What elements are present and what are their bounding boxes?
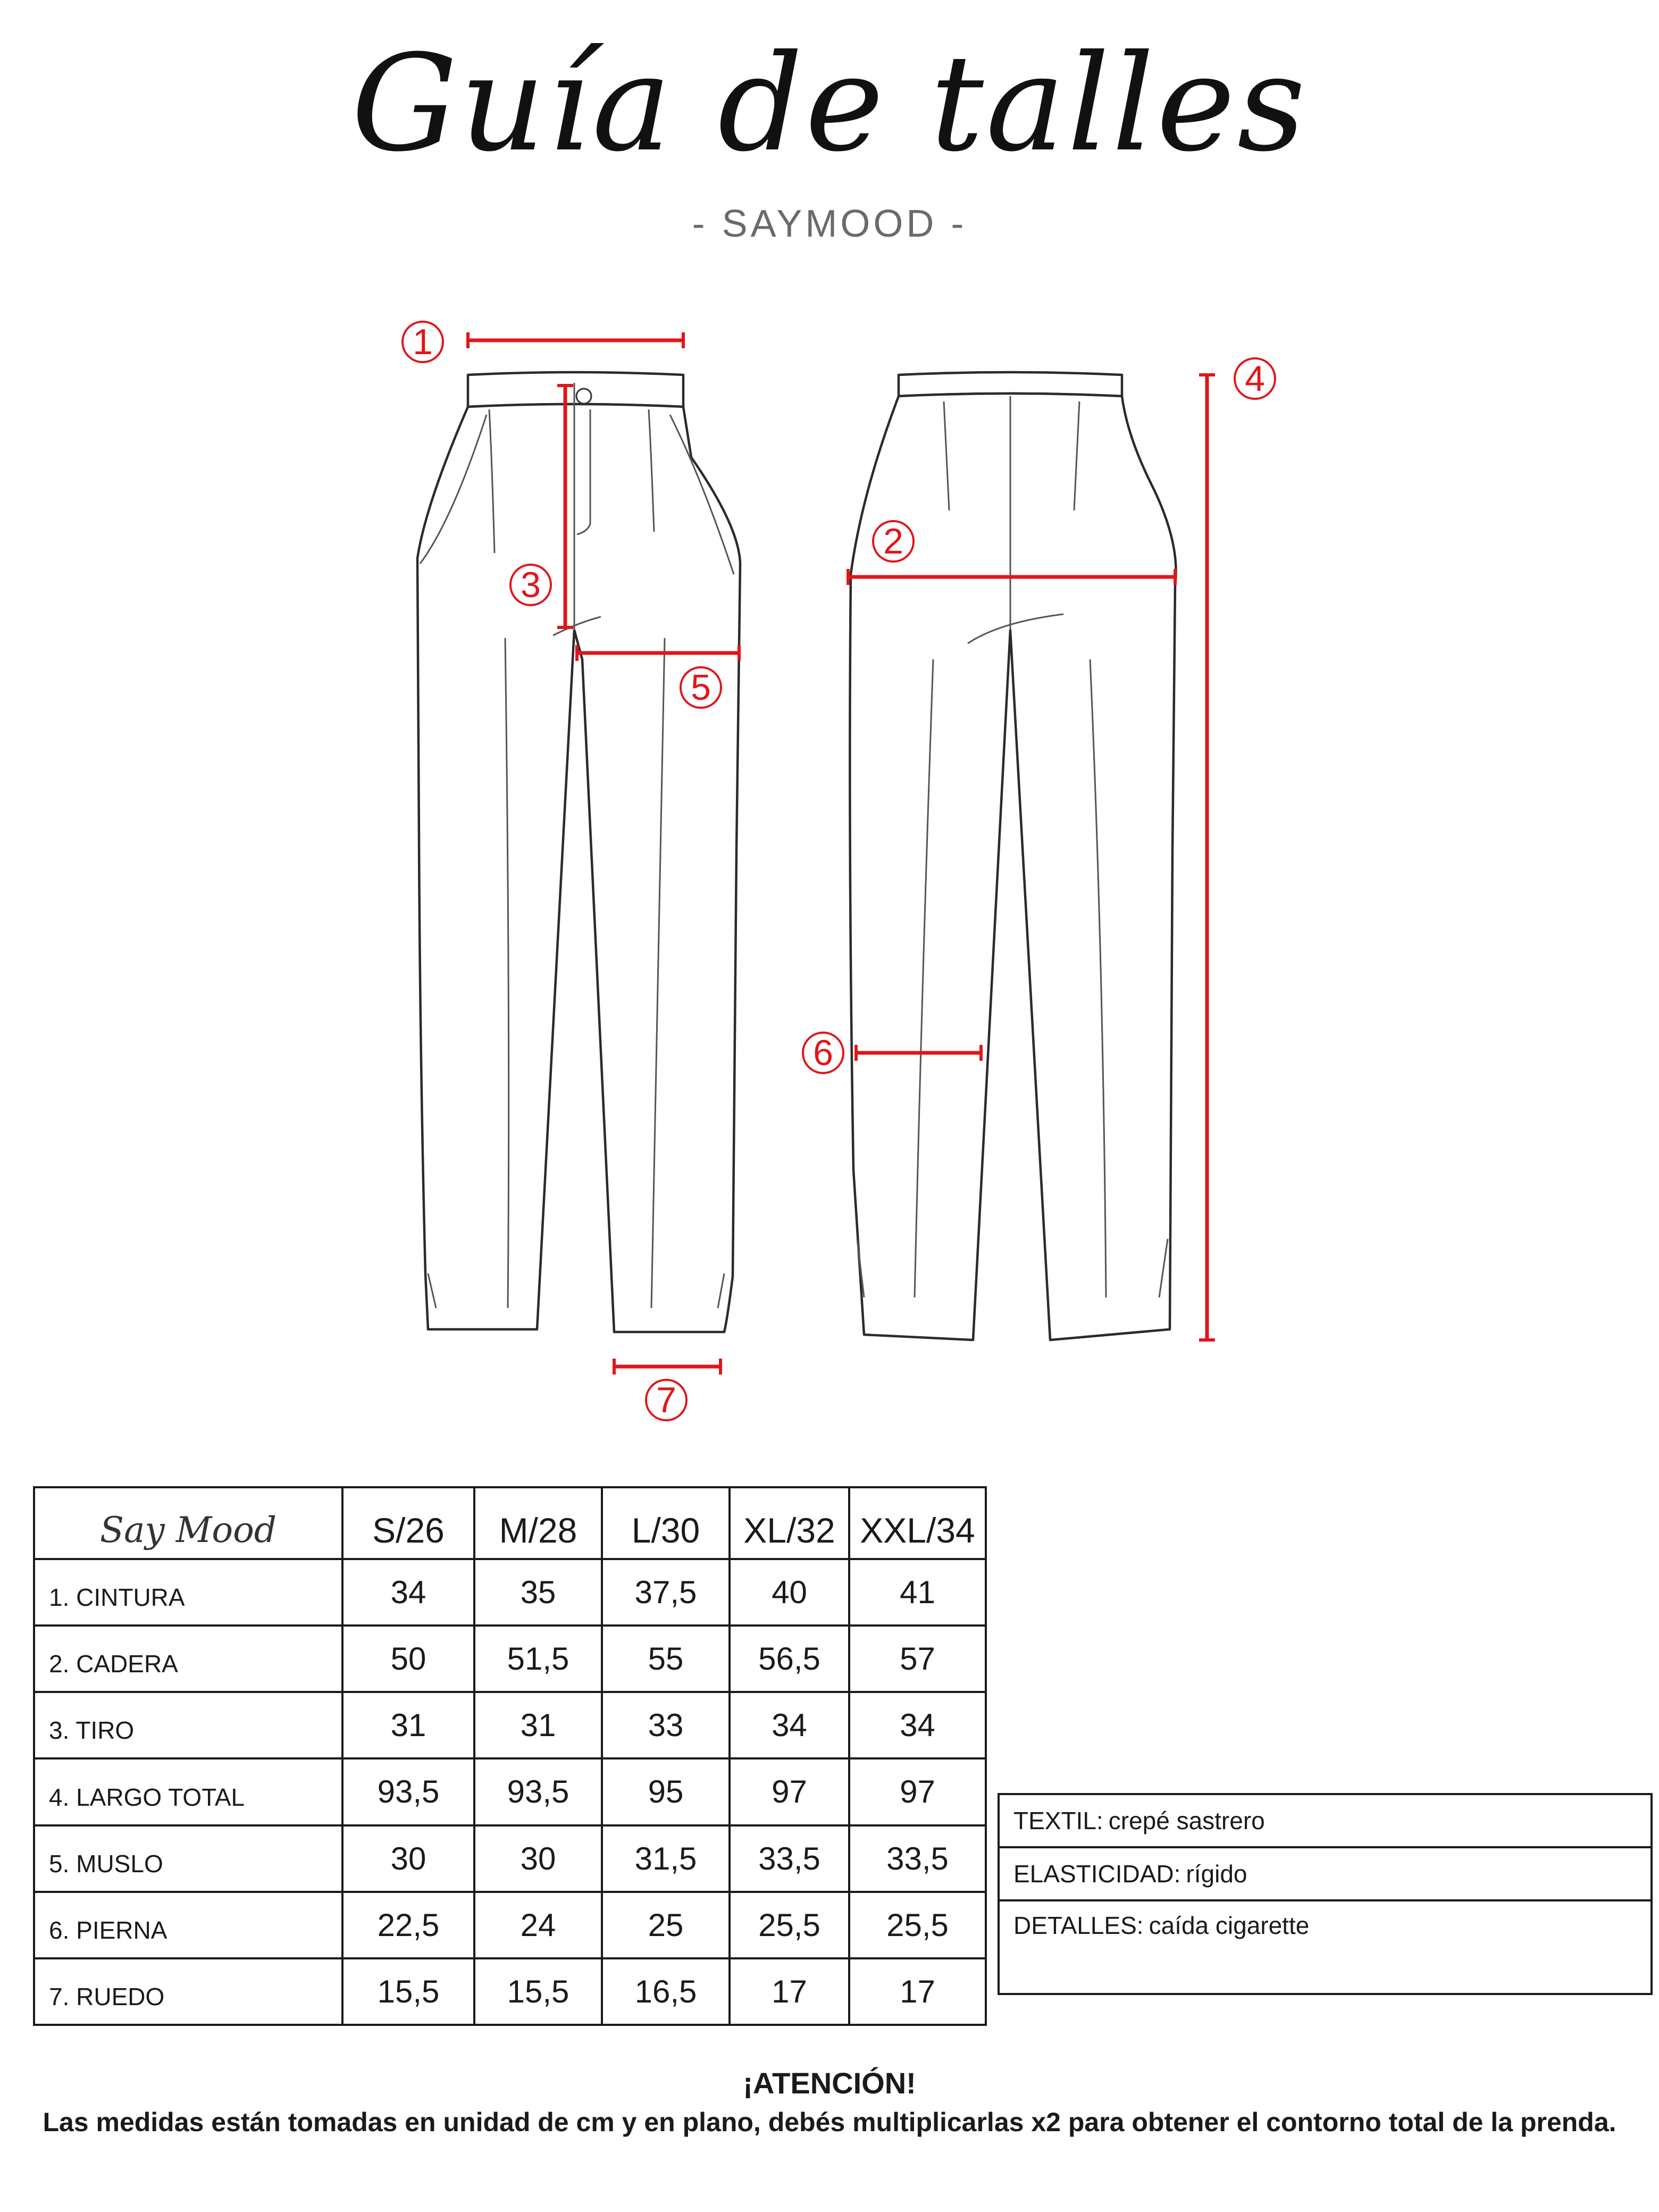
cell-value: 37,5 bbox=[602, 1559, 730, 1626]
pants-front-illustration bbox=[417, 372, 740, 1332]
cell-value: 33 bbox=[602, 1692, 730, 1758]
elasticidad-value: rígido bbox=[1186, 1860, 1247, 1888]
row-label: 7. RUEDO bbox=[34, 1958, 342, 2025]
cell-value: 41 bbox=[849, 1559, 986, 1626]
cell-value: 25,5 bbox=[849, 1892, 986, 1958]
cell-value: 97 bbox=[730, 1758, 849, 1825]
size-header: S/26 bbox=[342, 1487, 474, 1559]
size-header-row bbox=[34, 1487, 986, 1559]
cell-value: 51,5 bbox=[474, 1626, 602, 1692]
cell-value: 97 bbox=[849, 1758, 986, 1825]
marker-1 bbox=[403, 322, 443, 362]
marker-7 bbox=[646, 1380, 686, 1420]
attention-heading: ¡ATENCIÓN! bbox=[743, 2066, 916, 2100]
row-label: 6. PIERNA bbox=[34, 1892, 342, 1958]
cell-value: 93,5 bbox=[474, 1758, 602, 1825]
cell-value: 24 bbox=[474, 1892, 602, 1958]
detalles-label: DETALLES: bbox=[1013, 1912, 1144, 1939]
svg-text:6: 6 bbox=[813, 1033, 833, 1073]
marker-4 bbox=[1235, 358, 1275, 399]
cell-value: 93,5 bbox=[342, 1758, 474, 1825]
detalles-value: caída cigarette bbox=[1149, 1912, 1310, 1939]
textil-value: crepé sastrero bbox=[1108, 1807, 1265, 1834]
table-row bbox=[34, 1559, 986, 1626]
cell-value: 15,5 bbox=[474, 1958, 602, 2025]
cell-value: 33,5 bbox=[849, 1825, 986, 1892]
size-header: M/28 bbox=[474, 1487, 602, 1559]
detalles-row bbox=[1000, 1901, 1650, 1993]
cell-value: 55 bbox=[602, 1626, 730, 1692]
cell-value: 17 bbox=[730, 1958, 849, 2025]
cell-value: 25,5 bbox=[730, 1892, 849, 1958]
cell-value: 25 bbox=[602, 1892, 730, 1958]
table-row bbox=[34, 1825, 986, 1892]
elasticidad-label: ELASTICIDAD: bbox=[1013, 1860, 1181, 1888]
cell-value: 30 bbox=[342, 1825, 474, 1892]
svg-text:3: 3 bbox=[521, 565, 541, 605]
cell-value: 34 bbox=[342, 1559, 474, 1626]
marker-6 bbox=[803, 1033, 843, 1073]
textil-label: TEXTIL: bbox=[1013, 1807, 1103, 1834]
pants-back-illustration bbox=[850, 372, 1176, 1340]
cell-value: 34 bbox=[730, 1692, 849, 1758]
row-label: 1. CINTURA bbox=[34, 1559, 342, 1626]
cell-value: 50 bbox=[342, 1626, 474, 1692]
svg-text:5: 5 bbox=[691, 667, 711, 708]
table-row bbox=[34, 1692, 986, 1758]
table-row bbox=[34, 1626, 986, 1692]
measurement-note: Las medidas están tomadas en unidad de cm y en plano, debés multiplicarlas x2 para obtener el contorno total de la prenda. bbox=[43, 2107, 1616, 2137]
brand-subtitle: - SAYMOOD - bbox=[692, 203, 967, 245]
cell-value: 17 bbox=[849, 1958, 986, 2025]
size-header: XL/32 bbox=[730, 1487, 849, 1559]
cell-value: 56,5 bbox=[730, 1626, 849, 1692]
svg-text:7: 7 bbox=[656, 1380, 676, 1420]
fabric-info-box bbox=[998, 1793, 1653, 1995]
cell-value: 40 bbox=[730, 1559, 849, 1626]
table-row bbox=[34, 1758, 986, 1825]
page-title: Guía de talles bbox=[351, 26, 1308, 181]
row-label: 4. LARGO TOTAL bbox=[34, 1758, 342, 1825]
cell-value: 22,5 bbox=[342, 1892, 474, 1958]
cell-value: 35 bbox=[474, 1559, 602, 1626]
row-label: 5. MUSLO bbox=[34, 1825, 342, 1892]
cell-value: 95 bbox=[602, 1758, 730, 1825]
row-label: 2. CADERA bbox=[34, 1626, 342, 1692]
cell-value: 57 bbox=[849, 1626, 986, 1692]
size-header: XXL/34 bbox=[849, 1487, 986, 1559]
cell-value: 15,5 bbox=[342, 1958, 474, 2025]
row-label: 3. TIRO bbox=[34, 1692, 342, 1758]
size-table bbox=[33, 1486, 987, 2026]
cell-value: 31 bbox=[342, 1692, 474, 1758]
cell-value: 31 bbox=[474, 1692, 602, 1758]
table-row bbox=[34, 1892, 986, 1958]
cell-value: 30 bbox=[474, 1825, 602, 1892]
cell-value: 34 bbox=[849, 1692, 986, 1758]
elasticidad-row bbox=[1000, 1848, 1650, 1901]
size-header: L/30 bbox=[602, 1487, 730, 1559]
cell-value: 33,5 bbox=[730, 1825, 849, 1892]
cell-value: 31,5 bbox=[602, 1825, 730, 1892]
textil-row bbox=[1000, 1795, 1650, 1848]
table-row bbox=[34, 1958, 986, 2025]
cell-value: 16,5 bbox=[602, 1958, 730, 2025]
svg-text:4: 4 bbox=[1245, 358, 1265, 399]
brand-signature: Say Mood bbox=[34, 1487, 342, 1559]
svg-text:1: 1 bbox=[413, 322, 433, 362]
svg-text:2: 2 bbox=[883, 521, 903, 562]
